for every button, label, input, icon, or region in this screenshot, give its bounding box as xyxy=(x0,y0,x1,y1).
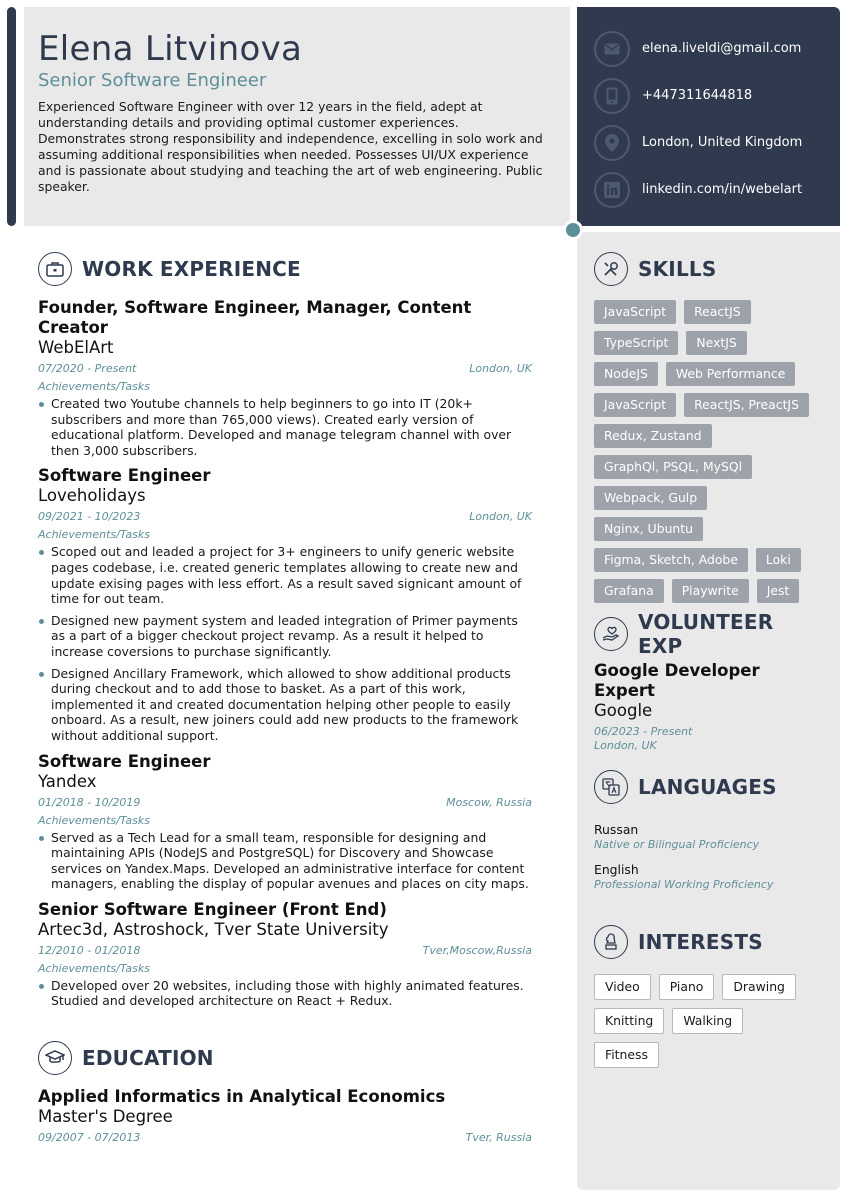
achievements-label: Achievements/Tasks xyxy=(38,528,150,542)
skill-tag: NextJS xyxy=(686,331,746,355)
translate-icon xyxy=(594,770,628,804)
interest-tag: Video xyxy=(594,974,651,1000)
skill-tag: ReactJS, PreactJS xyxy=(684,393,809,417)
email-icon xyxy=(594,31,630,67)
volunteer-entry xyxy=(594,661,824,753)
bullet-item: Created two Youtube channels to help beginners to go into IT (20k+ subscribers and more than 765,000 views). Created early version of educational platform. Developed and manage telegram channel with over then 3,000 subscribers. xyxy=(38,396,532,458)
phone-icon xyxy=(594,78,630,114)
degree-level: Master's Degree xyxy=(38,1107,173,1127)
interest-tag: Fitness xyxy=(594,1042,659,1068)
skill-tag: JavaScript xyxy=(594,393,676,417)
briefcase-icon xyxy=(38,252,72,286)
skill-tag: Webpack, Gulp xyxy=(594,486,707,510)
skill-tag: Figma, Sketch, Adobe xyxy=(594,548,748,572)
degree-title: Applied Informatics in Analytical Economics xyxy=(38,1087,446,1107)
job-dates: 07/2020 - Present xyxy=(38,362,137,375)
bullet-item: Scoped out and leaded a project for 3+ engineers to unify generic website pages codebase, i.e. created generic templates allowing to create new and update exising pages with less effort. As a result saved signicant amount of time for out team. xyxy=(38,544,532,606)
job-dates: 09/2021 - 10/2023 xyxy=(38,510,141,524)
education-title: EDUCATION xyxy=(82,1046,214,1071)
job-entry xyxy=(38,298,532,458)
interest-tag: Walking xyxy=(672,1008,743,1034)
skill-tag: Loki xyxy=(756,548,801,572)
volunteer-heading xyxy=(594,610,824,658)
achievements-label: Achievements/Tasks xyxy=(38,380,150,393)
summary: Experienced Software Engineer with over 12 years in the field, adept at understanding details and providing optimal customer experiences. Demonstrates strong responsibility and independence, excelling in solo work and assuming additional responsibilities when needed. Possesses UI/UX experience and is passionate about studying and teaching the art of web engineering. Public speaker. xyxy=(38,99,543,194)
interests-heading xyxy=(594,921,824,963)
job-meta xyxy=(38,362,532,376)
main-column xyxy=(38,248,532,1145)
skill-tag: TypeScript xyxy=(594,331,678,355)
bullet-item: Served as a Tech Lead for a small team, responsible for designing and maintaining APIs (NodeJS and PostgreSQL) for Discovery and Showcase services on Yandex.Maps. Developed an administrative interface for content managers, enabling the display of popular avenues and places on city maps. xyxy=(38,830,532,892)
skills-section xyxy=(594,248,824,610)
skill-tag: Web Performance xyxy=(666,362,795,386)
linkedin-text: linkedin.com/in/webelart xyxy=(642,182,803,197)
location-text: London, United Kingdom xyxy=(642,135,803,150)
skill-tag: Redux, Zustand xyxy=(594,424,712,448)
job-bullets xyxy=(38,396,532,458)
contact-email[interactable] xyxy=(577,25,840,72)
achievements-label: Achievements/Tasks xyxy=(38,961,150,975)
bullet-item: Designed Ancillary Framework, which allowed to show additional products during checkout and to add those to basket. As a part of this work, implemented it and created documentation helping other people to easily onboard. As a result, new joiners could add new products to the framework without additional support. xyxy=(38,666,532,744)
achievements-label: Achievements/Tasks xyxy=(38,813,150,827)
interests-section xyxy=(594,921,824,1076)
skill-tag: ReactJS xyxy=(684,300,750,324)
header xyxy=(24,7,570,226)
contact-location xyxy=(577,119,840,166)
bullet-item: Developed over 20 websites, including those with highly animated features. Studied and developed architecture on React + Redux. xyxy=(38,978,532,1009)
language-level: Native or Bilingual Proficiency xyxy=(594,838,760,851)
job-company: WebElArt xyxy=(38,338,114,357)
chess-piece-icon xyxy=(594,925,628,959)
job-company: Yandex xyxy=(38,771,97,791)
accent-bar xyxy=(7,7,16,226)
interests-title: INTERESTS xyxy=(638,930,763,954)
job-entry xyxy=(38,466,532,743)
skills-title: SKILLS xyxy=(638,257,717,281)
skill-tag: Nginx, Ubuntu xyxy=(594,517,703,541)
graduation-cap-icon xyxy=(38,1041,72,1075)
interest-tag: Knitting xyxy=(594,1008,664,1034)
phone-text: +447311644818 xyxy=(642,88,753,103)
linkedin-icon xyxy=(594,172,630,208)
education-heading xyxy=(38,1037,532,1079)
job-entry xyxy=(38,752,532,892)
tools-icon xyxy=(594,252,628,286)
education-location: Tver, Russia xyxy=(465,1131,532,1145)
language-item xyxy=(594,862,824,892)
language-item xyxy=(594,822,824,852)
education-meta xyxy=(38,1131,532,1145)
location-pin-icon xyxy=(594,125,630,161)
job-title: Software Engineer xyxy=(38,751,211,771)
language-name: English xyxy=(594,862,639,877)
volunteer-section xyxy=(594,610,824,753)
job-company: Loveholidays xyxy=(38,486,146,506)
skill-tag: Playwrite xyxy=(672,579,749,603)
job-location: Tver,Moscow,Russia xyxy=(422,943,532,957)
volunteer-role: Google Developer Expert xyxy=(594,661,760,700)
candidate-role: Senior Software Engineer xyxy=(38,70,267,91)
job-dates: 01/2018 - 10/2019 xyxy=(38,795,141,809)
work-experience-title: WORK EXPERIENCE xyxy=(82,257,301,281)
job-meta xyxy=(38,944,532,958)
job-bullets xyxy=(38,830,532,892)
job-title: Software Engineer xyxy=(38,466,211,486)
language-level: Professional Working Proficiency xyxy=(594,878,774,891)
skill-tag: GraphQl, PSQL, MySQl xyxy=(594,455,752,479)
interest-tag: Drawing xyxy=(722,974,796,1000)
heart-hand-icon xyxy=(594,617,628,651)
skills-tags xyxy=(594,300,824,610)
job-entry xyxy=(38,900,532,1009)
languages-section xyxy=(594,766,824,892)
volunteer-dates: 06/2023 - Present xyxy=(594,725,693,738)
education-dates: 09/2007 - 07/2013 xyxy=(38,1131,141,1145)
job-location: Moscow, Russia xyxy=(446,795,532,809)
languages-heading xyxy=(594,766,824,808)
contact-linkedin[interactable] xyxy=(577,166,840,213)
interests-tags xyxy=(594,974,824,1076)
language-name: Russan xyxy=(594,822,639,837)
job-title: Senior Software Engineer (Front End) xyxy=(38,899,387,919)
skill-tag: NodeJS xyxy=(594,362,658,386)
email-text: elena.liveldi@gmail.com xyxy=(642,41,802,56)
job-location: London, UK xyxy=(469,510,532,524)
job-bullets xyxy=(38,978,532,1009)
job-title: Founder, Software Engineer, Manager, Content Creator xyxy=(38,298,472,337)
job-meta xyxy=(38,796,532,810)
job-dates: 12/2010 - 01/2018 xyxy=(38,943,141,957)
job-company: Artec3d, Astroshock, Tver State University xyxy=(38,919,389,939)
timeline-dot xyxy=(563,220,583,240)
work-experience-heading xyxy=(38,248,532,290)
skill-tag: JavaScript xyxy=(594,300,676,324)
volunteer-location: London, UK xyxy=(594,739,657,752)
contact-phone[interactable] xyxy=(577,72,840,119)
bullet-item: Designed new payment system and leaded integration of Primer payments as a part of a bigger checkout project revamp. As a result it helped to increase coversions to purchase significantly. xyxy=(38,613,532,660)
job-location: London, UK xyxy=(469,362,532,375)
education-entry xyxy=(38,1087,532,1145)
candidate-name: Elena Litvinova xyxy=(38,29,303,69)
languages-title: LANGUAGES xyxy=(638,775,777,799)
contact-panel xyxy=(577,7,840,226)
skill-tag: Grafana xyxy=(594,579,664,603)
volunteer-org: Google xyxy=(594,701,653,720)
job-bullets xyxy=(38,544,532,743)
volunteer-title: VOLUNTEER EXP xyxy=(638,610,774,658)
skill-tag: Jest xyxy=(757,579,800,603)
interest-tag: Piano xyxy=(659,974,715,1000)
job-meta xyxy=(38,510,532,524)
skills-heading xyxy=(594,248,824,290)
